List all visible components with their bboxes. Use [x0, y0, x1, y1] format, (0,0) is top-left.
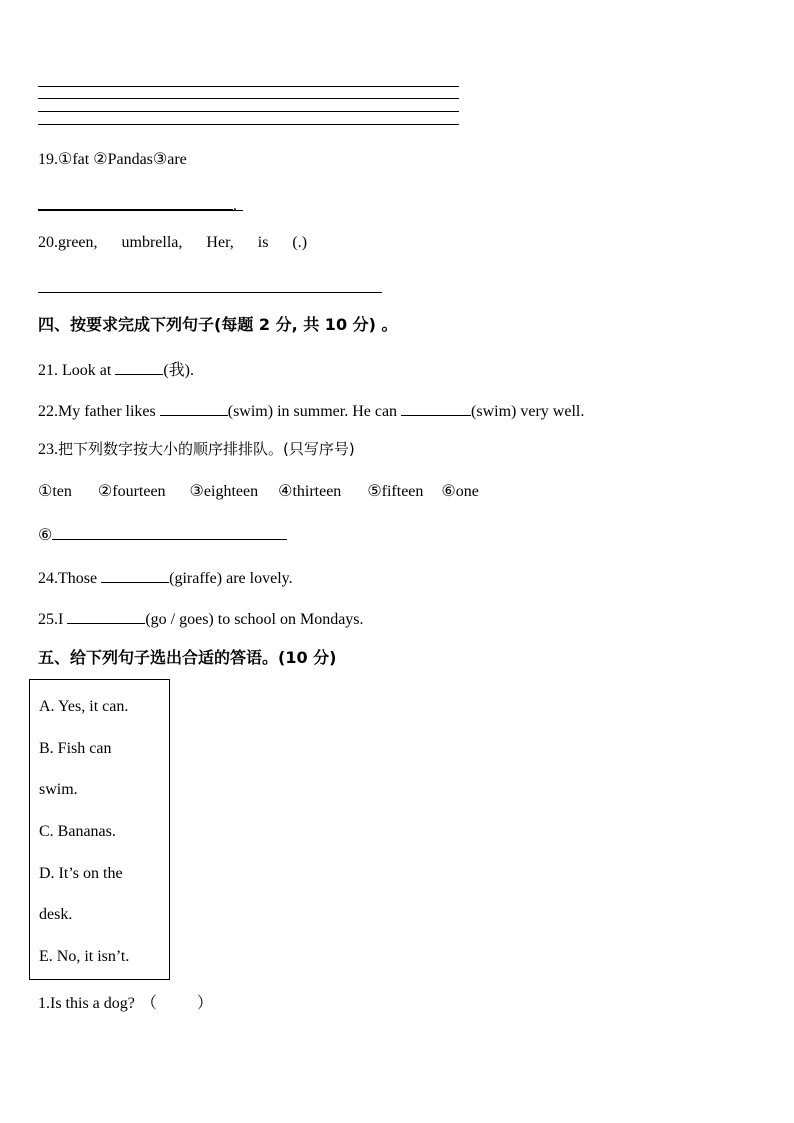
question-text: 1.Is this a dog? — [38, 995, 135, 1012]
end-mark: . — [233, 197, 237, 214]
answer-line-4 — [38, 124, 459, 125]
number-item: ⑤fifteen — [367, 483, 424, 500]
answer-line-1 — [38, 86, 459, 87]
number-item: ③eighteen — [189, 483, 259, 500]
question-text: Those — [58, 570, 102, 587]
question-number: 24. — [38, 570, 58, 587]
answer-blank[interactable] — [67, 609, 145, 624]
question-hint: (swim) very well. — [471, 403, 585, 420]
question-19-answer — [38, 195, 237, 214]
question-number: 21. — [38, 362, 58, 379]
question-hint: (giraffe) are lovely. — [169, 570, 293, 587]
word-item: is — [257, 234, 269, 251]
answer-blank[interactable] — [38, 195, 233, 210]
answer-line-2 — [38, 98, 459, 99]
word-item: umbrella, — [121, 234, 183, 251]
word-item: (.) — [292, 234, 308, 251]
question-22 — [38, 401, 584, 420]
question-number: 20. — [38, 234, 58, 251]
question-23 — [38, 442, 355, 458]
answer-blank[interactable] — [52, 525, 287, 540]
question-21 — [38, 360, 194, 379]
option-b: B. Fish can — [39, 740, 112, 757]
question-text: My father likes — [58, 403, 160, 420]
answer-underline — [38, 210, 243, 211]
number-list — [38, 484, 479, 500]
section-5-question-1 — [38, 996, 213, 1012]
word-item: ③are — [152, 151, 187, 168]
question-number: 22. — [38, 403, 58, 420]
question-24 — [38, 568, 293, 587]
option-e: E. No, it isn’t. — [39, 948, 130, 965]
question-hint: (我). — [163, 362, 194, 379]
question-hint: (swim) in summer. He can — [227, 403, 402, 420]
question-text: I — [58, 611, 68, 628]
section-4-title: 四、按要求完成下列句子(每题 2 分, 共 10 分) 。 — [38, 315, 398, 334]
answer-blank[interactable] — [101, 568, 169, 583]
word-item: ②Pandas — [93, 151, 153, 168]
question-number: 25. — [38, 611, 58, 628]
answer-line[interactable] — [38, 292, 382, 293]
answer-start: ⑥ — [38, 527, 53, 544]
option-c: C. Bananas. — [39, 823, 116, 840]
bracket-close: ） — [196, 995, 213, 1012]
question-number: 19. — [38, 151, 58, 168]
number-item: ①ten — [38, 483, 72, 500]
question-25 — [38, 609, 364, 628]
question-hint: (go / goes) to school on Mondays. — [145, 611, 364, 628]
option-b-cont: swim. — [39, 781, 78, 798]
question-text: Look at — [58, 362, 116, 379]
number-item: ④thirteen — [278, 483, 342, 500]
option-d-cont: desk. — [39, 906, 73, 923]
number-item: ②fourteen — [97, 483, 166, 500]
number-item: ⑥one — [441, 483, 479, 500]
word-item: Her, — [206, 234, 234, 251]
question-instruction: 把下列数字按大小的顺序排排队。(只写序号) — [58, 440, 355, 458]
answer-line-3 — [38, 111, 459, 112]
word-item: ①fat — [58, 151, 90, 168]
section-5-title: 五、给下列句子选出合适的答语。(10 分) — [38, 648, 337, 667]
answer-blank[interactable] — [115, 360, 163, 375]
word-item: green, — [58, 234, 98, 251]
option-a: A. Yes, it can. — [39, 698, 129, 715]
answer-blank[interactable] — [160, 401, 228, 416]
answer-blank[interactable] — [401, 401, 471, 416]
options-box — [29, 679, 170, 980]
question-19 — [38, 152, 187, 168]
question-23-answer — [38, 525, 287, 544]
question-20 — [38, 235, 307, 251]
bracket-open: （ — [140, 995, 157, 1012]
question-number: 23. — [38, 441, 58, 458]
option-d: D. It’s on the — [39, 865, 123, 882]
